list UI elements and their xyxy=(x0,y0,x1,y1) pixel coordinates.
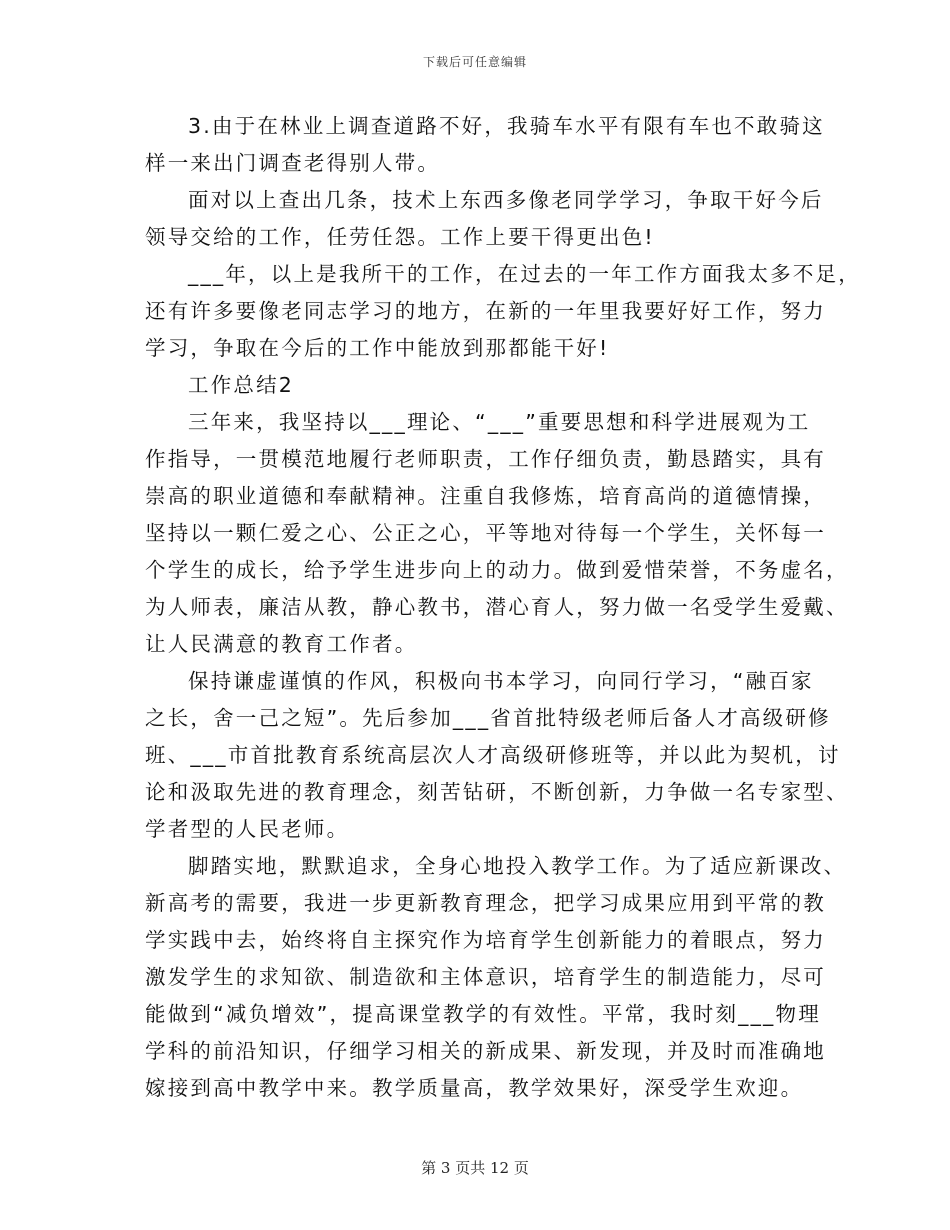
text-line: 面对以上查出几条，技术上东西多像老同学学习，争取干好今后 xyxy=(188,188,824,212)
text-line: 工作总结2 xyxy=(188,373,295,397)
document-body xyxy=(145,108,861,1107)
text-line: 学科的前沿知识，仔细学习相关的新成果、新发现，并及时而准确地 xyxy=(145,1039,826,1063)
text-line: 脚踏实地，默默追求，全身心地投入教学工作。为了适应新课改、 xyxy=(188,854,847,878)
text-line: 班、___市首批教育系统高层次人才高级研修班等，并以此为契机，讨 xyxy=(145,743,841,767)
text-line: 样一来出门调查老得别人带。 xyxy=(145,151,441,175)
text-line: 还有许多要像老同志学习的地方，在新的一年里我要好好工作，努力 xyxy=(145,299,826,323)
text-line: 激发学生的求知欲、制造欲和主体意识，培育学生的制造能力，尽可 xyxy=(145,965,826,989)
text-line: 三年来，我坚持以___理论、“___”重要思想和科学进展观为工 xyxy=(188,410,811,434)
text-line: 学者型的人民老师。 xyxy=(145,817,350,841)
text-line: 能做到“减负增效”，提高课堂教学的有效性。平常，我时刻___物理 xyxy=(145,1002,821,1026)
text-line: 崇高的职业道德和奉献精神。注重自我修炼，培育高尚的道德情操， xyxy=(145,484,826,508)
page-header: 下载后可任意编辑 xyxy=(422,55,527,69)
text-line: 之长，舍一己之短”。先后参加___省首批特级老师后备人才高级研修 xyxy=(145,706,831,730)
text-line: 嫁接到高中教学中来。教学质量高，教学效果好，深受学生欢迎。 xyxy=(145,1076,804,1100)
text-line: 领导交给的工作，任劳任怨。工作上要干得更出色! xyxy=(145,225,655,249)
text-line: 学习，争取在今后的工作中能放到那都能干好! xyxy=(145,336,610,360)
page-number: 第 3 页共 12 页 xyxy=(421,1159,529,1177)
text-line: 学实践中去，始终将自主探究作为培育学生创新能力的着眼点，努力 xyxy=(145,928,826,952)
text-line: 为人师表，廉洁从教，静心教书，潜心育人，努力做一名受学生爱戴、 xyxy=(145,595,849,619)
text-line: 个学生的成长，给予学生进步向上的动力。做到爱惜荣誉，不务虚名， xyxy=(145,558,849,582)
text-line: 让人民满意的教育工作者。 xyxy=(145,632,418,656)
text-line: 论和汲取先进的教育理念，刻苦钻研，不断创新，力争做一名专家型、 xyxy=(145,780,849,804)
text-line: ___年，以上是我所干的工作，在过去的一年工作方面我太多不足， xyxy=(188,262,861,286)
text-line: 作指导，一贯模范地履行老师职责，工作仔细负责，勤恳踏实，具有 xyxy=(145,447,826,471)
text-line: 新高考的需要，我进一步更新教育理念，把学习成果应用到平常的教 xyxy=(145,891,826,915)
text-line: 坚持以一颗仁爱之心、公正之心，平等地对待每一个学生，关怀每一 xyxy=(145,521,826,545)
text-line: 3.由于在林业上调查道路不好，我骑车水平有限有车也不敢骑这 xyxy=(188,114,825,138)
text-line: 保持谦虚谨慎的作风，积极向书本学习，向同行学习，“融百家 xyxy=(188,669,814,693)
